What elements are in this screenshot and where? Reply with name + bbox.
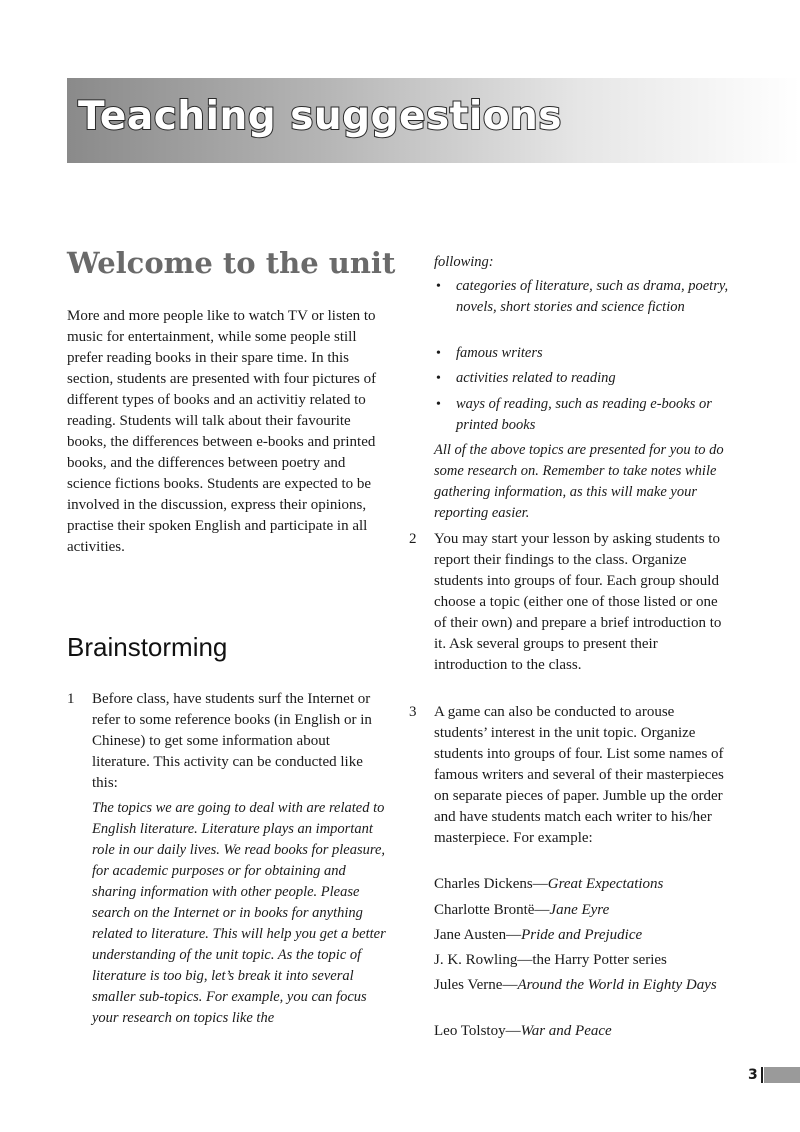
- welcome-heading: Welcome to the unit: [67, 246, 396, 280]
- writer-work-pair: [434, 950, 667, 971]
- work-title: the Harry Potter series: [532, 952, 667, 968]
- writer-name: Leo Tolstoy: [434, 1023, 506, 1039]
- dash: —: [534, 902, 550, 918]
- item-1-text: Before class, have students surf the Internet or refer to some reference books (in English or in Chinese) to get some information about literature. This activity can be conducted like this:: [92, 691, 372, 791]
- writer-work-pair: [434, 900, 609, 921]
- item-number-3: 3: [409, 704, 417, 720]
- bullet-dot: •: [436, 371, 441, 386]
- page-title: Teaching suggestions: [78, 94, 562, 139]
- dash: —: [517, 952, 533, 968]
- work-title: Around the World in Eighty Days: [517, 977, 717, 993]
- dash: —: [505, 1023, 521, 1039]
- writer-work-pair: [434, 975, 734, 996]
- page-marker-bar: [764, 1067, 800, 1083]
- work-title: Pride and Prejudice: [521, 927, 643, 943]
- item-number-1: 1: [67, 691, 75, 707]
- work-title: Great Expectations: [547, 876, 664, 892]
- bullet-dot: •: [436, 346, 441, 361]
- page-number: 3: [748, 1067, 758, 1083]
- work-title: Jane Eyre: [549, 902, 610, 918]
- bullet-item-2: famous writers: [456, 345, 543, 361]
- bullet-dot: •: [436, 279, 441, 294]
- bullet-item-3: activities related to reading: [456, 370, 616, 386]
- item-1-quote-continued: following:: [434, 254, 494, 270]
- item-1-quote: The topics we are going to deal with are related to English literature. Literature plays an important role in our daily lives. We read books for pleasure, for academic purposes or for obtaining and sharing information with other people. Please search on the Internet or in books for anything related to literature. This will help you get a better understanding of the unit topic. As the topic of literature is too big, let’s break it into several smaller sub-topics. For example, you can focus your research on topics like the: [92, 800, 386, 1026]
- writer-name: Jules Verne: [434, 977, 503, 993]
- writer-name: Jane Austen: [434, 927, 507, 943]
- dash: —: [532, 876, 548, 892]
- welcome-paragraph: More and more people like to watch TV or listen to music for entertainment, while some people still prefer reading books in their spare time. In this section, students are presented with four pictures of different types of books and an activitiy related to reading. Students will talk about their favourite books, the differences between e-books and printed books, and the differences between poetry and science fictions books. Students are expected to be involved in the discussion, express their opinions, practise their spoken English and participate in all activities.: [67, 308, 377, 555]
- writer-work-pair: [434, 874, 663, 895]
- writer-name: J. K. Rowling: [434, 952, 518, 968]
- work-title: War and Peace: [520, 1023, 612, 1039]
- item-2-text: You may start your lesson by asking students to report their findings to the class. Organize students into groups of four. Each group should choose a topic (either one of those listed or one of their own) and prepare a brief introduction to it. Ask several groups to present their introduction to the class.: [434, 531, 722, 673]
- bullet-item-4: ways of reading, such as reading e-books or printed books: [456, 396, 712, 433]
- dash: —: [502, 977, 518, 993]
- item-1-closing: All of the above topics are presented for you to do some research on. Remember to take notes while gathering information, as this will make your reporting easier.: [434, 442, 724, 521]
- writer-name: Charlotte Brontë: [434, 902, 535, 918]
- writer-name: Charles Dickens: [434, 876, 533, 892]
- bullet-dot: •: [436, 397, 441, 412]
- page-marker-edge: [761, 1067, 763, 1083]
- item-number-2: 2: [409, 531, 417, 547]
- writer-work-pair: [434, 925, 642, 946]
- brainstorming-heading: Brainstorming: [67, 632, 228, 662]
- writer-work-pair: [434, 1021, 612, 1042]
- dash: —: [506, 927, 522, 943]
- bullet-item-1: categories of literature, such as drama, poetry, novels, short stories and science fiction: [456, 278, 729, 315]
- item-3-text: A game can also be conducted to arouse students’ interest in the unit topic. Organize students into groups of four. List some names of famous writers and several of their masterpieces on separate pieces of paper. Jumble up the order and have students match each writer to his/her masterpiece. For example:: [434, 704, 724, 846]
